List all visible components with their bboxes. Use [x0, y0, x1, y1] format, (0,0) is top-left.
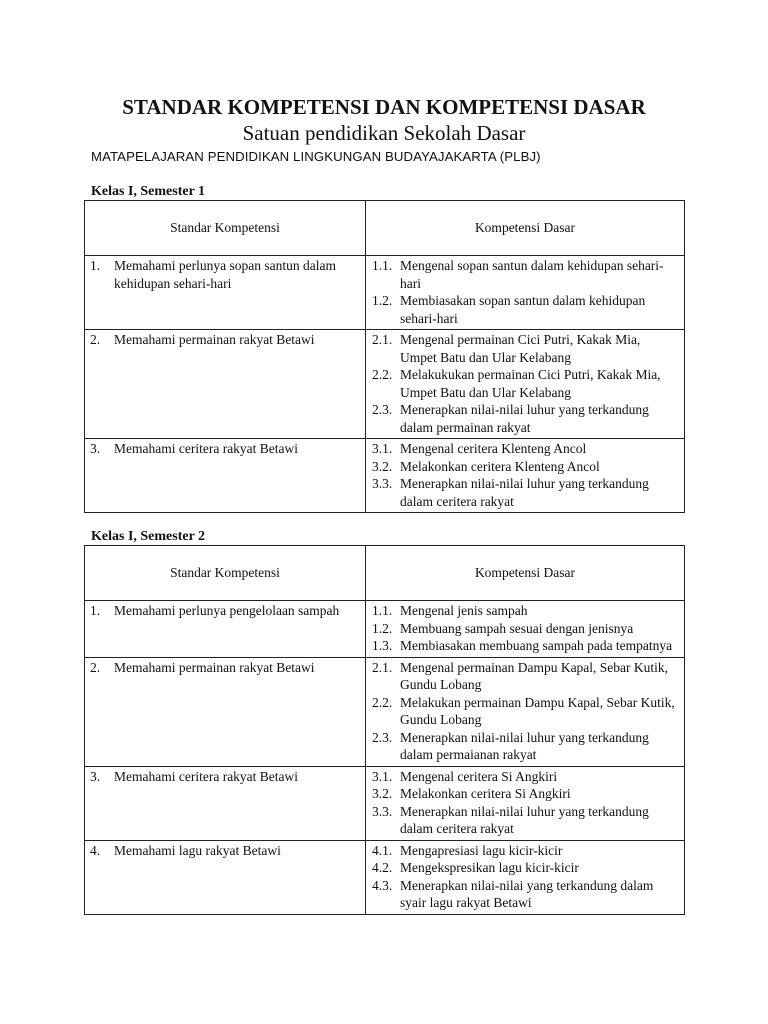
- kd-item: [372, 257, 680, 292]
- sk-text: Memahami perlunya sopan santun dalam kehidupan sehari-hari: [114, 258, 336, 291]
- sk-number: 2.: [90, 659, 101, 675]
- kd-item: [372, 842, 680, 860]
- kd-text: Membiasakan membuang sampah pada tempatnya: [400, 638, 673, 653]
- kd-number: 2.2.: [372, 694, 393, 710]
- sk-text: Memahami perlunya pengelolaan sampah: [114, 603, 340, 618]
- kd-item: [372, 729, 680, 764]
- document-subtitle: Satuan pendidikan Sekolah Dasar: [242, 121, 526, 145]
- kd-number: 2.1.: [372, 659, 393, 675]
- sk-text: Memahami ceritera rakyat Betawi: [114, 441, 299, 456]
- sk-number: 3.: [90, 768, 101, 784]
- sk-text: Memahami permainan rakyat Betawi: [114, 659, 315, 675]
- kd-item: [372, 366, 680, 401]
- kompetensi-dasar-cell: [366, 330, 685, 439]
- kd-number: 3.1.: [372, 441, 393, 456]
- kd-item: [372, 475, 680, 510]
- kd-number: 1.3.: [372, 638, 393, 653]
- table-row: [85, 766, 685, 840]
- sk-number: 3.: [90, 441, 101, 456]
- table-row: [85, 601, 685, 658]
- kd-item: [372, 458, 680, 476]
- standar-kompetensi-cell: [85, 601, 366, 658]
- sk-number: 2.: [90, 332, 101, 347]
- kd-item: [372, 768, 680, 786]
- document-title: STANDAR KOMPETENSI DAN KOMPETENSI DASAR: [122, 95, 646, 119]
- column-header-kompetensi-dasar: Kompetensi Dasar: [366, 546, 685, 601]
- kd-text: Melakonkan ceritera Si Angkiri: [400, 786, 571, 801]
- kd-item: [372, 859, 680, 877]
- kompetensi-dasar-cell: [366, 256, 685, 330]
- standar-kompetensi-cell: [85, 766, 366, 840]
- sk-text: Memahami ceritera rakyat Betawi: [114, 768, 299, 784]
- kd-number: 4.1.: [372, 842, 393, 858]
- kd-text: Menerapkan nilai-nilai luhur yang terkandung dalam permaianan rakyat: [400, 729, 649, 762]
- kompetensi-dasar-cell: [366, 840, 685, 914]
- kd-item: [372, 694, 680, 729]
- standar-kompetensi-cell: [85, 840, 366, 914]
- kd-number: 3.3.: [372, 803, 393, 819]
- table-row: [85, 439, 685, 513]
- sk-number: 1.: [90, 258, 101, 273]
- kompetensi-dasar-cell: [366, 766, 685, 840]
- kd-number: 4.3.: [372, 877, 393, 893]
- kd-number: 4.2.: [372, 860, 393, 875]
- kd-item: [372, 620, 680, 638]
- kd-item: [372, 292, 680, 327]
- kd-number: 3.2.: [372, 458, 393, 474]
- table-row: [85, 840, 685, 914]
- kd-item: [372, 602, 680, 620]
- kd-text: Melakonkan ceritera Klenteng Ancol: [400, 458, 600, 474]
- kompetensi-dasar-cell: [366, 601, 685, 658]
- standar-kompetensi-cell: [85, 330, 366, 439]
- kd-number: 3.1.: [372, 768, 393, 784]
- kd-text: Mengenal jenis sampah: [400, 603, 528, 618]
- kd-item: [372, 637, 680, 655]
- kd-item: [372, 803, 680, 838]
- kd-text: Mengenal sopan santun dalam kehidupan sehari-hari: [400, 258, 664, 291]
- semester-2-label: Kelas I, Semester 2: [91, 529, 206, 544]
- kd-text: Menerapkan nilai-nilai yang terkandung dalam syair lagu rakyat Betawi: [400, 877, 654, 910]
- subject-line: MATAPELAJARAN PENDIDIKAN LINGKUNGAN BUDAYAJAKARTA (PLBJ): [91, 149, 541, 164]
- standar-kompetensi-cell: [85, 657, 366, 766]
- kompetensi-dasar-cell: [366, 657, 685, 766]
- kd-item: [372, 331, 680, 366]
- column-header-standar-kompetensi: Standar Kompetensi: [85, 546, 366, 601]
- sk-number: 4.: [90, 842, 101, 858]
- kd-text: Mengapresiasi lagu kicir-kicir: [400, 842, 563, 858]
- semester-1-label: Kelas I, Semester 1: [91, 184, 206, 199]
- column-header-kompetensi-dasar: Kompetensi Dasar: [366, 201, 685, 256]
- kd-text: Menerapkan nilai-nilai luhur yang terkandung dalam permainan rakyat: [400, 402, 649, 435]
- kd-number: 1.1.: [372, 258, 393, 273]
- kd-text: Membuang sampah sesuai dengan jenisnya: [400, 620, 634, 636]
- kd-number: 1.2.: [372, 620, 393, 636]
- kd-text: Mengenal permainan Dampu Kapal, Sebar Kutik, Gundu Lobang: [400, 659, 669, 692]
- kd-item: [372, 785, 680, 803]
- kd-text: Mengenal permainan Cici Putri, Kakak Mia, Umpet Batu dan Ular Kelabang: [400, 332, 641, 365]
- sk-text: Memahami permainan rakyat Betawi: [114, 332, 315, 347]
- kd-text: Mengekspresikan lagu kicir-kicir: [400, 860, 579, 875]
- column-header-standar-kompetensi: Standar Kompetensi: [85, 201, 366, 256]
- table-row: [85, 256, 685, 330]
- standar-kompetensi-cell: [85, 439, 366, 513]
- kd-text: Mengenal ceritera Si Angkiri: [400, 768, 558, 784]
- kd-number: 3.3.: [372, 476, 393, 491]
- table-row: [85, 330, 685, 439]
- kd-text: Membiasakan sopan santun dalam kehidupan sehari-hari: [400, 293, 646, 326]
- sk-number: 1.: [90, 603, 101, 618]
- kd-number: 2.2.: [372, 367, 393, 382]
- standar-kompetensi-cell: [85, 256, 366, 330]
- sk-text: Memahami lagu rakyat Betawi: [114, 842, 281, 858]
- kd-text: Menerapkan nilai-nilai luhur yang terkandung dalam ceritera rakyat: [400, 803, 649, 836]
- semester-1-table: [84, 200, 685, 513]
- kd-item: [372, 440, 680, 458]
- kd-number: 2.3.: [372, 729, 393, 745]
- kd-number: 2.1.: [372, 332, 393, 347]
- semester-2-table: [84, 545, 685, 915]
- kd-text: Mengenal ceritera Klenteng Ancol: [400, 441, 587, 456]
- kd-text: Melakukan permainan Dampu Kapal, Sebar Kutik, Gundu Lobang: [400, 694, 675, 727]
- kd-item: [372, 401, 680, 436]
- kd-text: Melakukukan permainan Cici Putri, Kakak Mia, Umpet Batu dan Ular Kelabang: [400, 367, 661, 400]
- kd-number: 1.2.: [372, 293, 393, 308]
- kd-number: 1.1.: [372, 603, 393, 618]
- kd-item: [372, 877, 680, 912]
- kd-number: 2.3.: [372, 402, 393, 417]
- kd-text: Menerapkan nilai-nilai luhur yang terkandung dalam ceritera rakyat: [400, 476, 649, 509]
- kd-number: 3.2.: [372, 786, 393, 801]
- table-row: [85, 657, 685, 766]
- kompetensi-dasar-cell: [366, 439, 685, 513]
- kd-item: [372, 659, 680, 694]
